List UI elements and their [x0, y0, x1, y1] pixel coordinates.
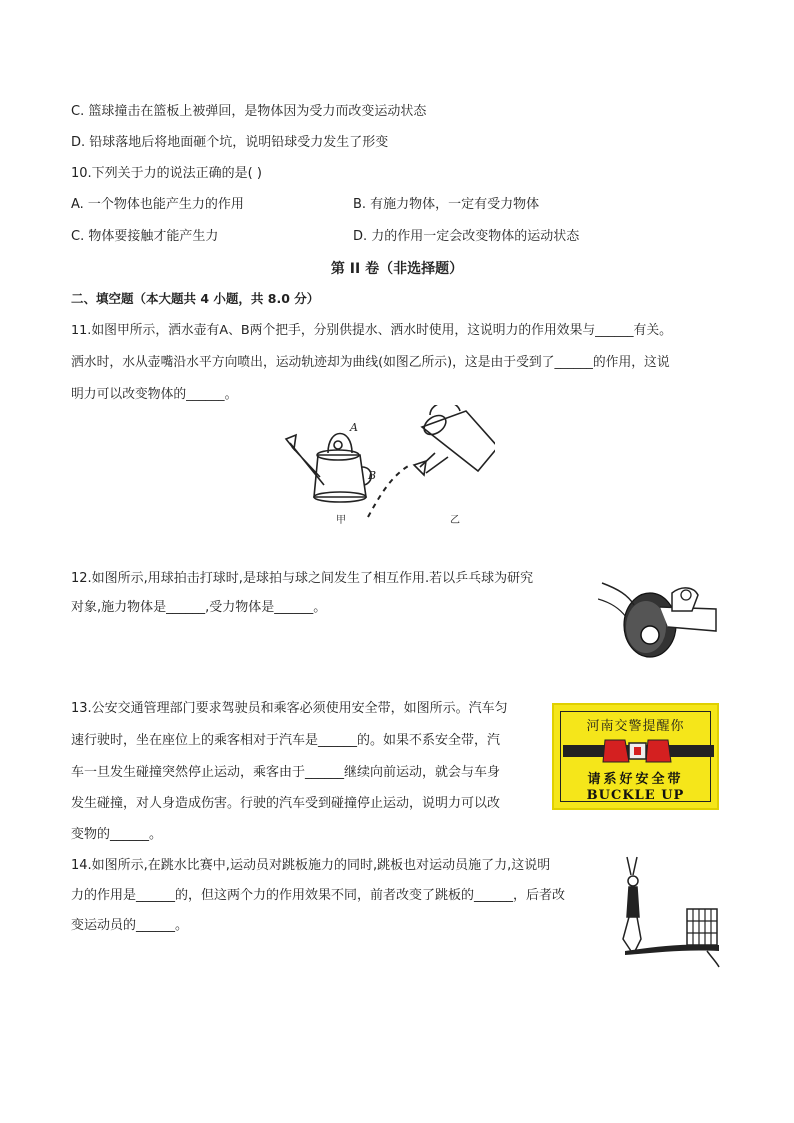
section-header: 二、填空题（本大题共 4 小题，共 8.0 分） [71, 291, 320, 306]
q9-option-d: D. 铅球落地后将地面砸个坑，说明铅球受力发生了形变 [71, 135, 389, 150]
q12-line2: 对象,施力物体是______,受力物体是______。 [71, 600, 327, 615]
seatbelt-buckle-icon [563, 736, 714, 766]
part2-title: 第 II 卷（非选择题） [330, 261, 464, 277]
diver-springboard-figure [613, 855, 723, 970]
q13-line1: 13.公安交通管理部门要求驾驶员和乘客必须使用安全带，如图所示。汽车匀 [71, 701, 508, 716]
q14-line1: 14.如图所示,在跳水比赛中,运动员对跳板施力的同时,跳板也对运动员施了力,这说明 [71, 858, 551, 873]
sign-line3: BUCKLE UP [586, 788, 685, 803]
fig-caption-jia: 甲 [336, 515, 346, 526]
q13-line3: 车一旦发生碰撞突然停止运动，乘客由于______继续向前运动，就会与车身 [71, 765, 501, 780]
q12-line1: 12.如图所示,用球拍击打球时,是球拍与球之间发生了相互作用.若以乒乓球为研究 [71, 571, 534, 586]
sign-line2: 请系好安全带 [587, 772, 684, 787]
q10-option-d: D. 力的作用一定会改变物体的运动状态 [353, 229, 580, 244]
q10-option-c: C. 物体要接触才能产生力 [71, 229, 219, 244]
q14-line2: 力的作用是______的，但这两个力的作用效果不同，前者改变了跳板的______，后者改 [71, 888, 566, 903]
q10-option-b: B. 有施力物体，一定有受力物体 [353, 197, 540, 212]
fig-label-a: A [350, 421, 358, 434]
q11-line2: 洒水时，水从壶嘴沿水平方向喷出，运动轨迹却为曲线(如图乙所示)，这是由于受到了______的作用，这说 [71, 355, 670, 370]
q13-line4: 发生碰撞，对人身造成伤害。行驶的汽车受到碰撞停止运动，说明力可以改 [71, 796, 501, 811]
watering-can-figure [280, 405, 495, 530]
q11-line3: 明力可以改变物体的______。 [71, 387, 238, 402]
seatbelt-sign [552, 703, 719, 810]
sign-line1: 河南交警提醒你 [586, 719, 685, 734]
paddle-ball-figure [598, 565, 722, 667]
q13-line2: 速行驶时，坐在座位上的乘客相对于汽车是______的。如果不系安全带，汽 [71, 733, 501, 748]
fig-label-b: B [368, 469, 377, 482]
q9-option-c: C. 篮球撞击在篮板上被弹回，是物体因为受力而改变运动状态 [71, 104, 427, 119]
q13-line5: 变物的______。 [71, 827, 163, 842]
q10-stem: 10.下列关于力的说法正确的是( ) [71, 166, 262, 181]
fig-caption-yi: 乙 [450, 515, 460, 526]
q14-line3: 变运动员的______。 [71, 918, 189, 933]
q11-line1: 11.如图甲所示，洒水壶有A、B两个把手，分别供提水、洒水时使用，这说明力的作用效果与______有关。 [71, 323, 672, 338]
q10-option-a: A. 一个物体也能产生力的作用 [71, 197, 244, 212]
